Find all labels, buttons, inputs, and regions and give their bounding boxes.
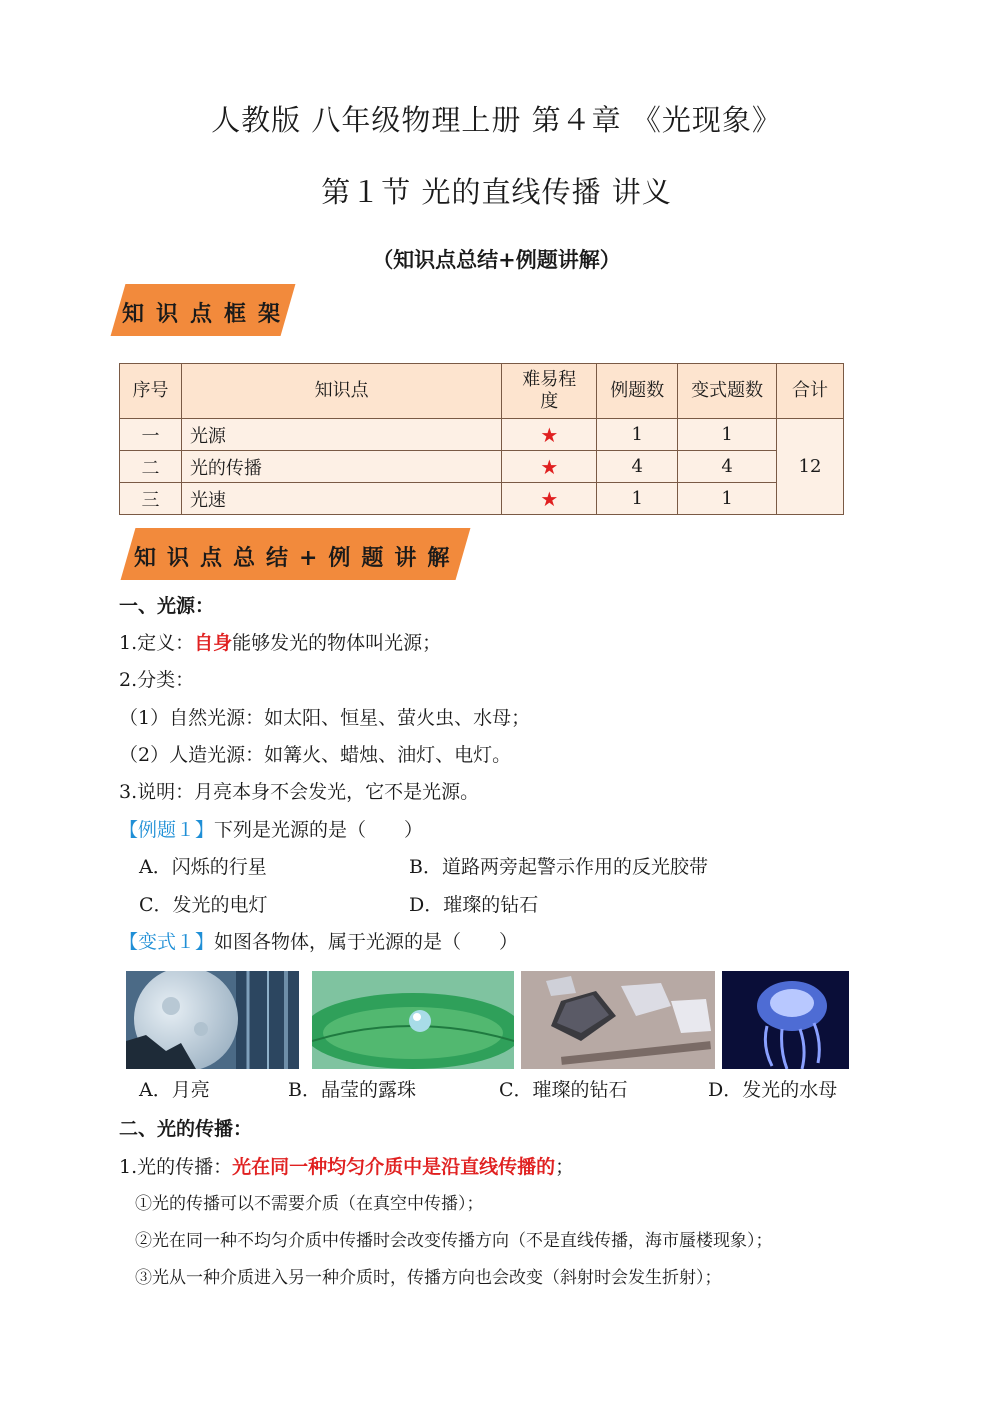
banner-framework-label: 知识点框架 xyxy=(122,301,293,327)
row-topic: 光源 xyxy=(181,419,501,451)
difficulty-star-icon: ★ xyxy=(502,483,597,515)
classification-label: 2.分类： xyxy=(119,669,195,691)
section-heading: 一、光源： xyxy=(119,595,215,617)
section-title: 第１节 光的直线传播 讲义 xyxy=(321,175,672,209)
row-number: 一 xyxy=(120,419,182,451)
row-number: 三 xyxy=(120,483,182,515)
row-examples: 1 xyxy=(597,419,678,451)
document-subtitle: （知识点总结+例题讲解） xyxy=(372,247,621,272)
classification-item: （2）人造光源：如篝火、蜡烛、油灯、电灯。 xyxy=(119,744,512,766)
table-row xyxy=(120,483,844,515)
highlight-text: 光在同一种均匀介质中是沿直线传播的 xyxy=(232,1156,556,1178)
option-d: D．璀璨的钻石 xyxy=(409,894,539,916)
row-variants: 4 xyxy=(678,451,777,483)
row-variants: 1 xyxy=(678,419,777,451)
table-row xyxy=(120,451,844,483)
variant-question: 【变式１】如图各物体，属于光源的是（ ） xyxy=(119,931,519,953)
row-examples: 1 xyxy=(597,483,678,515)
section-heading: 二、光的传播： xyxy=(119,1118,253,1140)
point-2: ②光在同一种不均匀介质中传播时会改变传播方向（不是直线传播，海市蜃楼现象）； xyxy=(135,1231,773,1251)
row-number: 二 xyxy=(120,451,182,483)
total-cell: 12 xyxy=(777,419,844,515)
option-b: B．道路两旁起警示作用的反光胶带 xyxy=(409,856,708,878)
dewdrop-image xyxy=(312,971,514,1069)
moon-image xyxy=(126,971,299,1069)
option-c: C．发光的电灯 xyxy=(139,894,268,916)
highlight-text: 自身 xyxy=(194,632,233,654)
point-3: ③光从一种介质进入另一种介质时，传播方向也会改变（斜射时会发生折射）； xyxy=(135,1268,722,1288)
table-header: 变式题数 xyxy=(678,364,777,419)
row-topic: 光速 xyxy=(181,483,501,515)
diamond-image xyxy=(521,971,715,1069)
caption-c: C．璀璨的钻石 xyxy=(499,1079,628,1101)
option-a: A．闪烁的行星 xyxy=(139,856,267,878)
document-title: 人教版 八年级物理上册 第４章 《光现象》 xyxy=(211,103,782,137)
row-topic: 光的传播 xyxy=(181,451,501,483)
point-1: ①光的传播可以不需要介质（在真空中传播）； xyxy=(135,1194,484,1214)
difficulty-star-icon: ★ xyxy=(502,451,597,483)
example-question: 【例题１】下列是光源的是（ ） xyxy=(119,819,424,841)
caption-a: A．月亮 xyxy=(139,1079,210,1101)
table-header: 例题数 xyxy=(597,364,678,419)
note-line: 3.说明：月亮本身不会发光，它不是光源。 xyxy=(119,781,480,803)
example-tag: 【例题１】 xyxy=(119,819,215,841)
row-examples: 4 xyxy=(597,451,678,483)
table-header-row xyxy=(120,364,844,419)
variant-tag: 【变式１】 xyxy=(119,931,215,953)
knowledge-table xyxy=(119,363,844,515)
row-variants: 1 xyxy=(678,483,777,515)
jellyfish-image xyxy=(722,971,849,1069)
propagation-line: 1.光的传播：光在同一种均匀介质中是沿直线传播的； xyxy=(119,1156,575,1178)
classification-item: （1）自然光源：如太阳、恒星、萤火虫、水母； xyxy=(119,707,531,729)
banner-summary-label: 知识点总结+例题讲解 xyxy=(134,545,461,571)
caption-d: D．发光的水母 xyxy=(708,1079,838,1101)
definition-line: 1.定义：自身能够发光的物体叫光源； xyxy=(119,632,442,654)
table-header: 序号 xyxy=(120,364,182,419)
table-header: 合计 xyxy=(777,364,844,419)
table-row xyxy=(120,419,844,451)
caption-b: B．晶莹的露珠 xyxy=(288,1079,416,1101)
table-header: 知识点 xyxy=(181,364,501,419)
table-header: 难易程度 xyxy=(502,364,597,419)
difficulty-star-icon: ★ xyxy=(502,419,597,451)
